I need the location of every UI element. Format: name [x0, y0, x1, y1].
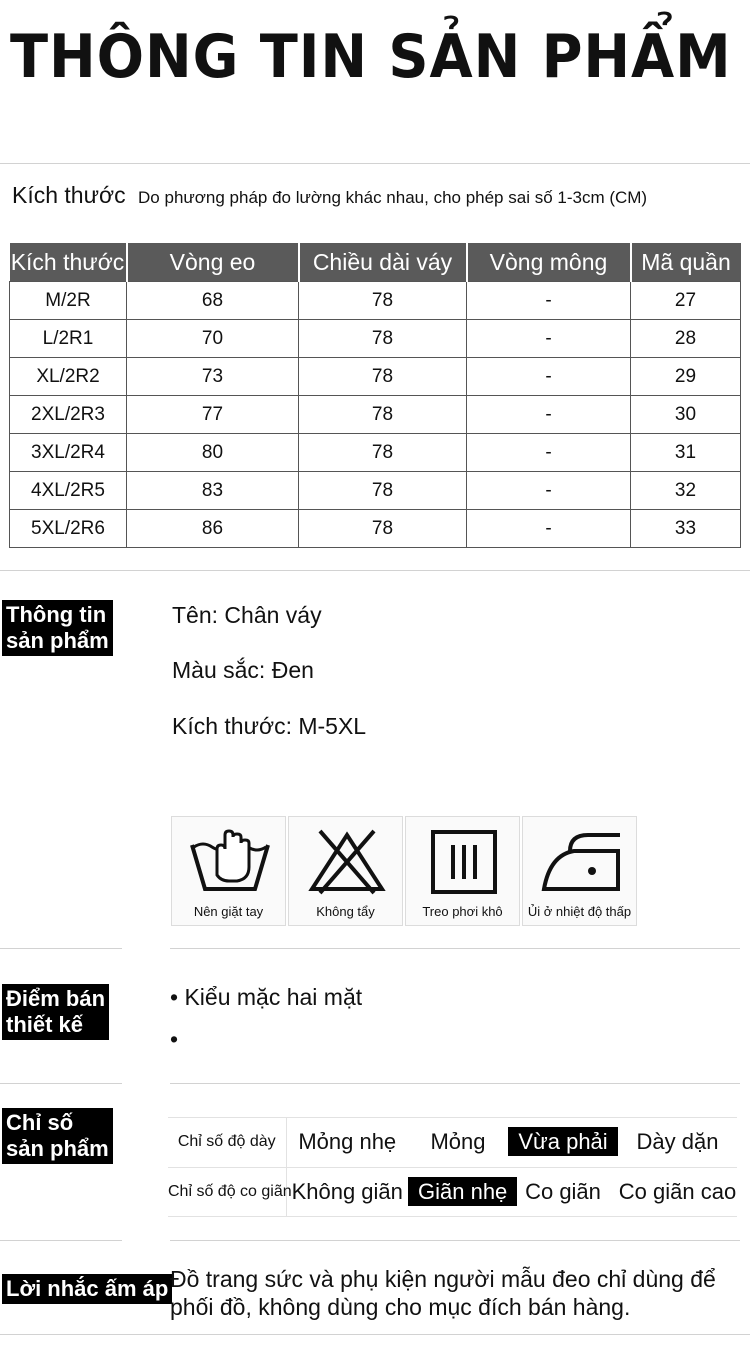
cell-hip: - — [467, 434, 631, 472]
tag-line: Chỉ số — [6, 1110, 74, 1135]
cell-hip: - — [467, 510, 631, 548]
product-name: Tên: Chân váy — [172, 602, 322, 628]
reminder-text — [170, 1265, 730, 1321]
elasticity-option — [618, 1167, 737, 1217]
option-text: Mỏng — [430, 1129, 486, 1155]
list-item: • — [170, 1026, 179, 1052]
cell-waist: 83 — [127, 472, 299, 510]
size-table-header — [10, 243, 741, 282]
cell-size: 5XL/2R6 — [10, 510, 127, 548]
cell-waist: 77 — [127, 396, 299, 434]
table-row — [10, 396, 741, 434]
divider — [170, 1240, 740, 1241]
header-skirt-length: Chiều dài váy — [299, 243, 467, 282]
reminder-tag: Lời nhắc ấm áp — [2, 1274, 172, 1304]
divider — [0, 163, 750, 164]
cell-waist: 70 — [127, 320, 299, 358]
elasticity-option — [508, 1167, 618, 1217]
option-text: Mỏng nhẹ — [298, 1129, 397, 1155]
tag-line: sản phẩm — [6, 1136, 109, 1161]
option-text: Dày dặn — [636, 1129, 719, 1155]
thickness-option — [286, 1118, 408, 1168]
care-label: Nên giặt tay — [193, 904, 264, 919]
size-label: Kích thước — [12, 182, 126, 208]
thickness-option-selected — [508, 1118, 618, 1168]
cell-length: 78 — [299, 396, 467, 434]
option-text: Vừa phải — [508, 1127, 617, 1156]
table-row — [10, 434, 741, 472]
header-size: Kích thước — [10, 243, 127, 282]
table-row — [10, 282, 741, 320]
tag-line: sản phẩm — [6, 628, 109, 653]
low-heat-iron-icon — [540, 827, 622, 897]
cell-waist: 86 — [127, 510, 299, 548]
divider — [0, 1083, 122, 1084]
divider — [170, 1083, 740, 1084]
hang-dry-icon — [423, 827, 505, 897]
product-index-table — [168, 1117, 737, 1217]
header-waist: Vòng eo — [127, 243, 299, 282]
cell-length: 78 — [299, 434, 467, 472]
divider — [0, 570, 750, 571]
cell-size: 3XL/2R4 — [10, 434, 127, 472]
size-section-header — [12, 182, 647, 209]
product-info-tag — [2, 600, 113, 656]
table-row — [10, 510, 741, 548]
cell-waist: 68 — [127, 282, 299, 320]
design-points-tag — [2, 984, 109, 1040]
cell-hip: - — [467, 320, 631, 358]
table-row — [10, 358, 741, 396]
divider — [0, 1240, 122, 1241]
option-text: Không giãn — [291, 1178, 403, 1204]
divider — [0, 948, 122, 949]
thickness-row — [168, 1118, 737, 1168]
tag-line: Thông tin — [6, 602, 107, 627]
cell-hip: - — [467, 396, 631, 434]
cell-size: 2XL/2R3 — [10, 396, 127, 434]
care-item-low-heat-iron — [522, 816, 637, 926]
option-text: Giãn nhẹ — [408, 1177, 517, 1206]
care-label: Treo phơi khô — [422, 904, 503, 919]
table-row — [10, 472, 741, 510]
header-pants-code: Mã quần — [631, 243, 741, 282]
cell-size: L/2R1 — [10, 320, 127, 358]
cell-hip: - — [467, 282, 631, 320]
cell-length: 78 — [299, 282, 467, 320]
care-label: Không tẩy — [316, 904, 375, 919]
product-index-tag — [2, 1108, 113, 1164]
care-item-hang-dry — [405, 816, 520, 926]
no-bleach-icon — [306, 827, 388, 897]
hand-wash-icon — [189, 827, 271, 897]
thickness-option — [618, 1118, 737, 1168]
elasticity-label: Chỉ số độ co giãn — [168, 1167, 286, 1217]
elasticity-row — [168, 1167, 737, 1217]
table-row — [10, 320, 741, 358]
cell-size: M/2R — [10, 282, 127, 320]
cell-size: XL/2R2 — [10, 358, 127, 396]
care-item-no-bleach — [288, 816, 403, 926]
thickness-option — [408, 1118, 508, 1168]
cell-code: 32 — [631, 472, 741, 510]
size-note: Do phương pháp đo lường khác nhau, cho phép sai số 1-3cm (CM) — [138, 188, 648, 207]
cell-code: 31 — [631, 434, 741, 472]
option-text: Co giãn cao — [618, 1178, 737, 1204]
cell-code: 28 — [631, 320, 741, 358]
product-color: Màu sắc: Đen — [172, 657, 314, 683]
size-table — [9, 243, 741, 548]
tag-line: Điểm bán — [6, 986, 106, 1011]
cell-code: 30 — [631, 396, 741, 434]
cell-length: 78 — [299, 358, 467, 396]
divider — [0, 1334, 750, 1335]
header-hip: Vòng mông — [467, 243, 631, 282]
reminder-line: Đồ trang sức và phụ kiện người mẫu đeo chỉ dùng để — [170, 1266, 716, 1292]
cell-code: 27 — [631, 282, 741, 320]
reminder-line: phối đồ, không dùng cho mục đích bán hàng. — [170, 1294, 631, 1320]
cell-length: 78 — [299, 320, 467, 358]
cell-waist: 73 — [127, 358, 299, 396]
option-text: Co giãn — [525, 1178, 601, 1204]
cell-hip: - — [467, 472, 631, 510]
cell-waist: 80 — [127, 434, 299, 472]
care-label: Ủi ở nhiệt độ thấp — [527, 904, 632, 919]
divider — [170, 948, 740, 949]
elasticity-option — [286, 1167, 408, 1217]
cell-length: 78 — [299, 472, 467, 510]
page-title: THÔNG TIN SẢN PHẨM — [10, 22, 732, 92]
cell-code: 29 — [631, 358, 741, 396]
cell-hip: - — [467, 358, 631, 396]
product-size: Kích thước: M-5XL — [172, 713, 367, 739]
thickness-label: Chỉ số độ dày — [168, 1118, 286, 1168]
cell-size: 4XL/2R5 — [10, 472, 127, 510]
design-point-text: Kiểu mặc hai mặt — [184, 984, 363, 1010]
tag-line: thiết kế — [6, 1012, 84, 1037]
list-item: • Kiểu mặc hai mặt — [170, 984, 363, 1010]
elasticity-option-selected — [408, 1167, 508, 1217]
care-item-hand-wash — [171, 816, 286, 926]
cell-code: 33 — [631, 510, 741, 548]
cell-length: 78 — [299, 510, 467, 548]
